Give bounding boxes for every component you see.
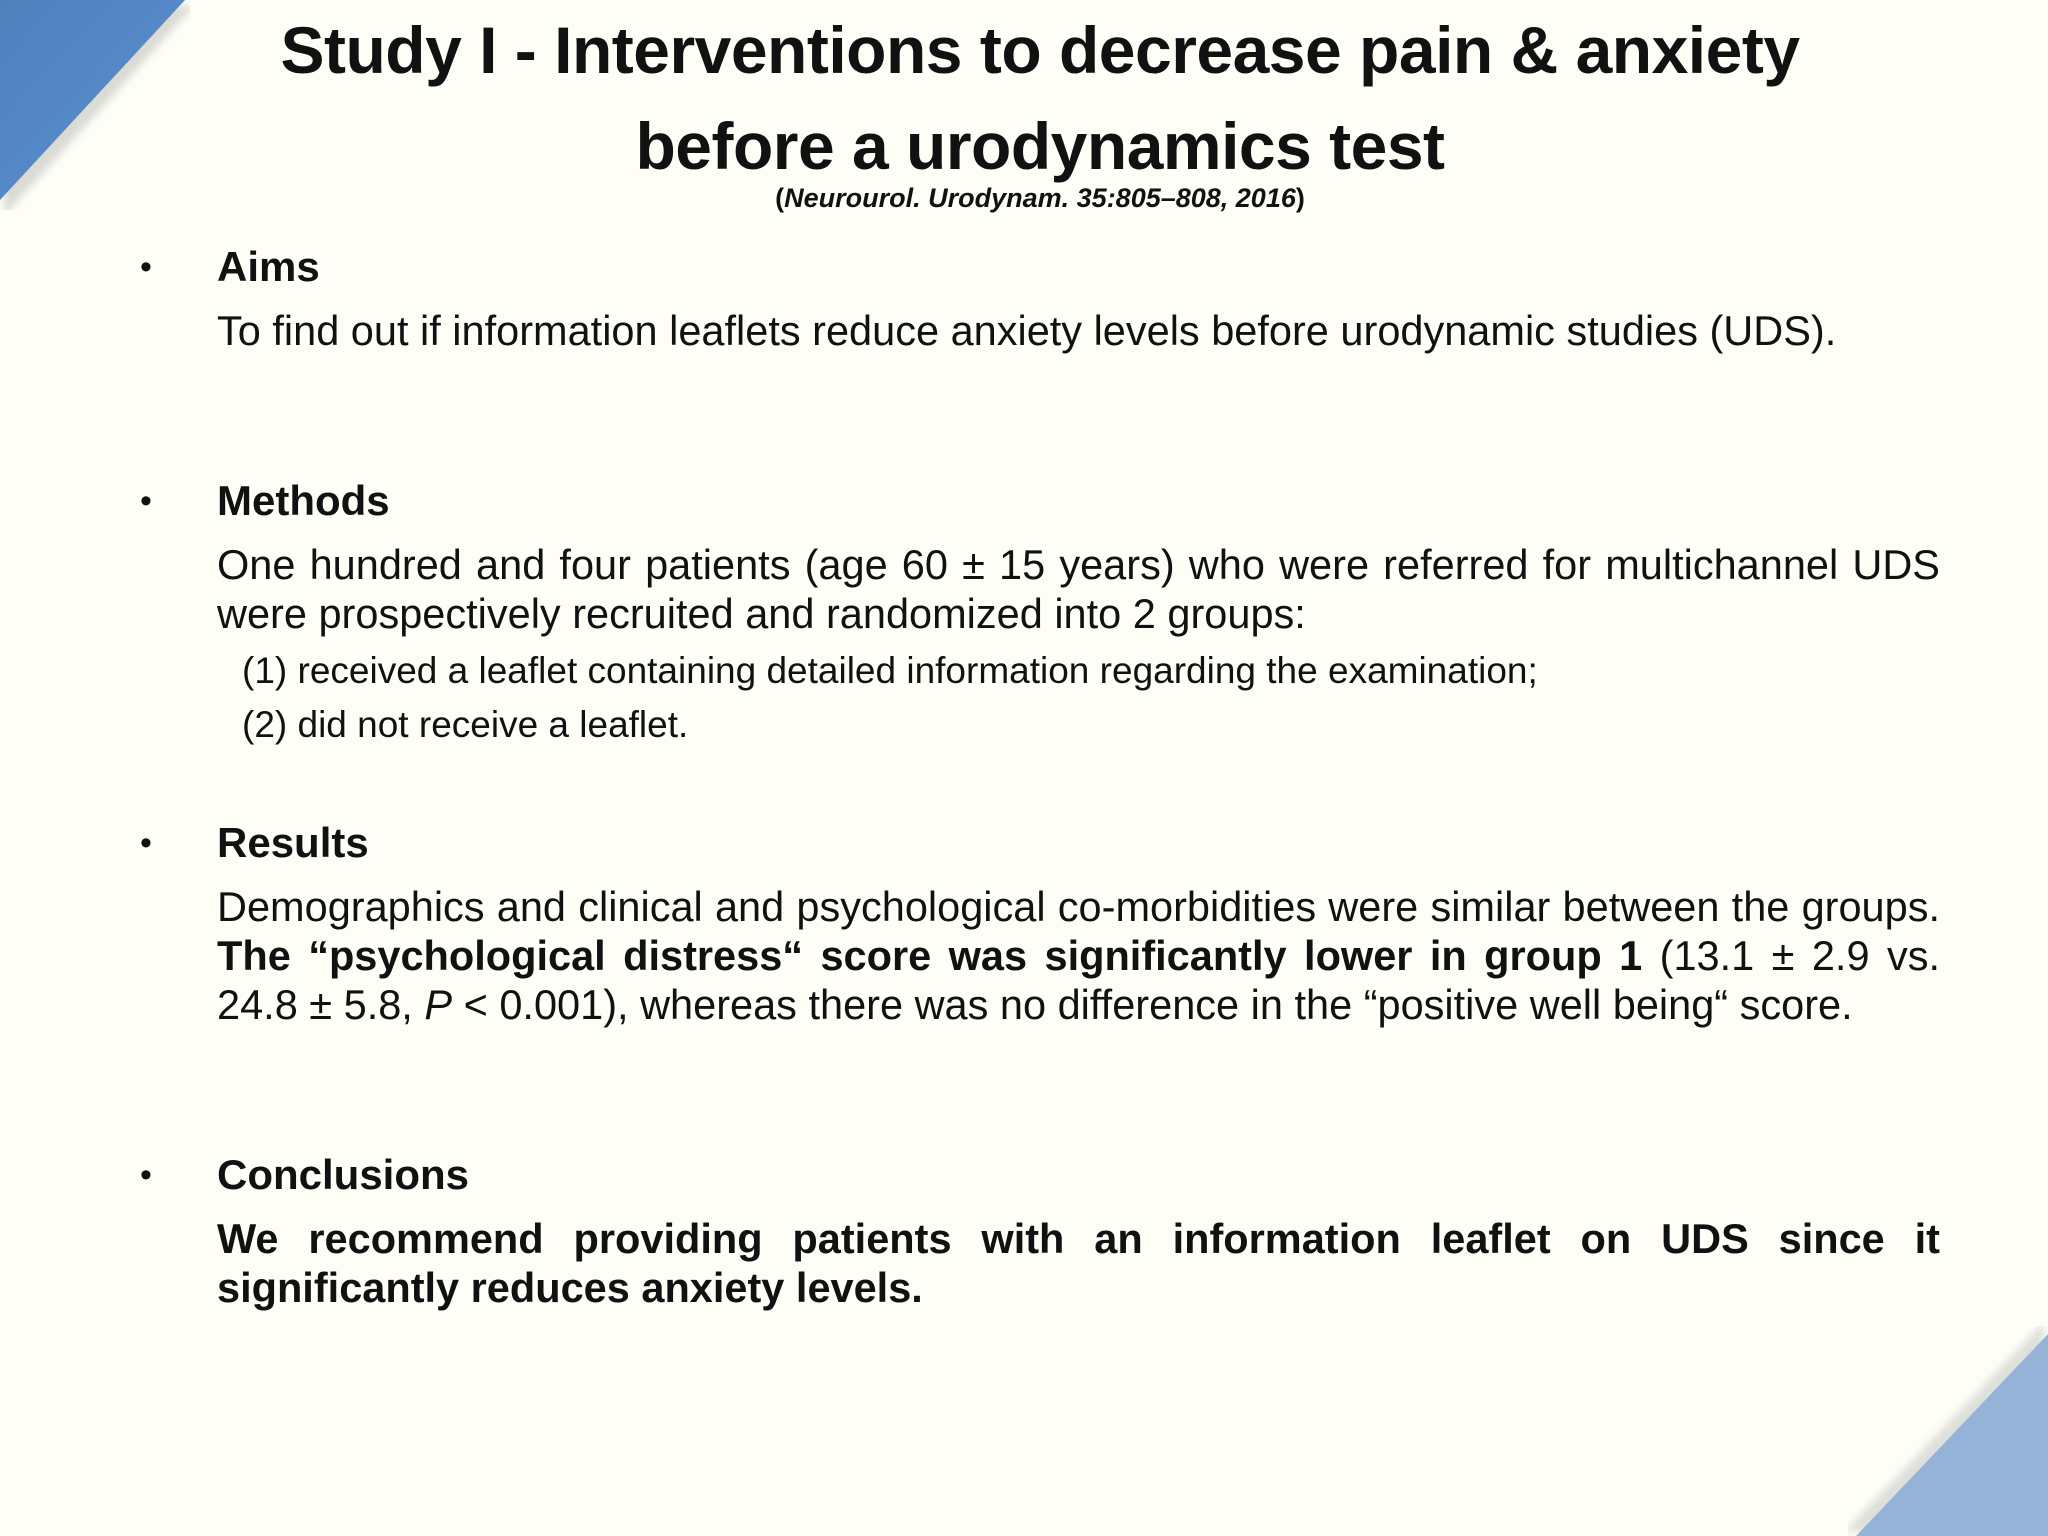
- slide-title: [150, 2, 1930, 194]
- methods-text: One hundred and four patients (age 60 ± 15 years) who were referred for multichannel UDS were prospectively recruited and randomized into 2 groups:: [217, 541, 1940, 637]
- aims-bullet: •: [140, 248, 152, 286]
- results-text-part2: (13.1 ± 2.9 vs. 24.8 ± 5.8,: [217, 932, 1940, 1028]
- corner-decoration-bottom-right: [1848, 1326, 2048, 1536]
- results-text-highlight: The “psychological distress“ score was significantly lower in group 1: [217, 932, 1643, 979]
- citation-close: ): [1295, 183, 1305, 213]
- citation-open: (: [775, 183, 785, 213]
- title-line-2: before a urodynamics test: [635, 109, 1445, 183]
- conclusions-heading: Conclusions: [217, 1151, 470, 1198]
- methods-group-1: (1) received a leaflet containing detailed information regarding the examination;: [242, 650, 1538, 691]
- aims-text: To find out if information leaflets reduce anxiety levels before urodynamic studies (UDS).: [217, 307, 1837, 354]
- results-text-part3: < 0.001), whereas there was no difference in the “positive well being“ score.: [452, 981, 1853, 1028]
- results-p-label: P: [424, 981, 453, 1028]
- methods-bullet: •: [140, 482, 152, 520]
- conclusions-text: We recommend providing patients with an information leaflet on UDS since it significantly reduces anxiety levels.: [217, 1215, 1940, 1311]
- results-text: [217, 882, 1940, 1029]
- title-line-1: Study I - Interventions to decrease pain & anxiety: [280, 13, 1800, 87]
- results-heading: Results: [217, 819, 369, 866]
- conclusions-bullet: •: [140, 1156, 152, 1194]
- results-bullet: •: [140, 824, 152, 862]
- methods-group-2: (2) did not receive a leaflet.: [242, 704, 689, 745]
- results-text-part1: Demographics and clinical and psychological co-morbidities were similar between the groups.: [217, 883, 1940, 930]
- methods-heading: Methods: [217, 477, 390, 524]
- citation-text: Neurourol. Urodynam. 35:805–808, 2016: [784, 183, 1296, 213]
- citation: [150, 183, 1930, 214]
- aims-heading: Aims: [217, 243, 320, 290]
